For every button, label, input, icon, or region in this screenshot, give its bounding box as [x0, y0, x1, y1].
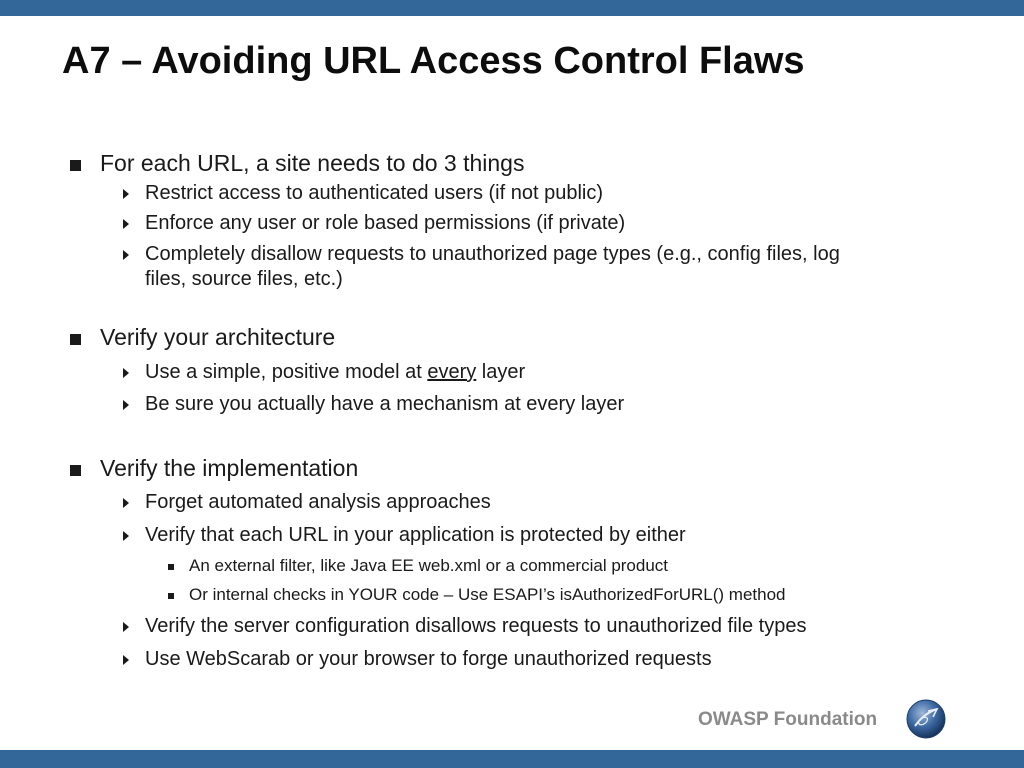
- list-item: Restrict access to authenticated users (if not public): [145, 182, 603, 204]
- slide-title: A7 – Avoiding URL Access Control Flaws: [62, 40, 805, 82]
- arrow-bullet-icon: [123, 655, 129, 665]
- arrow-bullet-icon: [123, 250, 129, 260]
- list-item-text: layer: [476, 361, 526, 383]
- list-item-continuation: files, source files, etc.): [145, 268, 343, 290]
- section-heading: For each URL, a site needs to do 3 things: [100, 150, 525, 176]
- list-item: Completely disallow requests to unauthorized page types (e.g., config files, log: [145, 243, 840, 265]
- section-heading: Verify your architecture: [100, 324, 336, 350]
- list-item-text: Use a simple, positive model at: [145, 361, 428, 383]
- list-item: Be sure you actually have a mechanism at every layer: [145, 393, 625, 415]
- list-item: Verify the server configuration disallows requests to unauthorized file types: [145, 615, 807, 637]
- arrow-bullet-icon: [123, 400, 129, 410]
- square-bullet-icon: [70, 160, 81, 171]
- section-heading: Verify the implementation: [100, 455, 359, 481]
- list-item: Use WebScarab or your browser to forge unauthorized requests: [145, 648, 712, 670]
- arrow-bullet-icon: [123, 219, 129, 229]
- small-square-bullet-icon: [168, 593, 174, 599]
- square-bullet-icon: [70, 334, 81, 345]
- owasp-wasp-logo-icon: [906, 699, 946, 739]
- list-item: Enforce any user or role based permissions (if private): [145, 212, 626, 234]
- underlined-word: every: [427, 361, 477, 383]
- list-item: Verify that each URL in your application is protected by either: [145, 524, 686, 546]
- arrow-bullet-icon: [123, 368, 129, 378]
- arrow-bullet-icon: [123, 531, 129, 541]
- small-square-bullet-icon: [168, 564, 174, 570]
- arrow-bullet-icon: [123, 498, 129, 508]
- arrow-bullet-icon: [123, 189, 129, 199]
- footer-organization-name: OWASP Foundation: [698, 709, 878, 730]
- list-item: [145, 361, 525, 384]
- square-bullet-icon: [70, 465, 81, 476]
- sub-list-item: Or internal checks in YOUR code – Use ESAPI’s isAuthorizedForURL() method: [189, 585, 786, 604]
- arrow-bullet-icon: [123, 622, 129, 632]
- list-item: Forget automated analysis approaches: [145, 491, 491, 513]
- bottom-banner-bar: [0, 750, 1024, 768]
- sub-list-item: An external filter, like Java EE web.xml or a commercial product: [189, 556, 669, 575]
